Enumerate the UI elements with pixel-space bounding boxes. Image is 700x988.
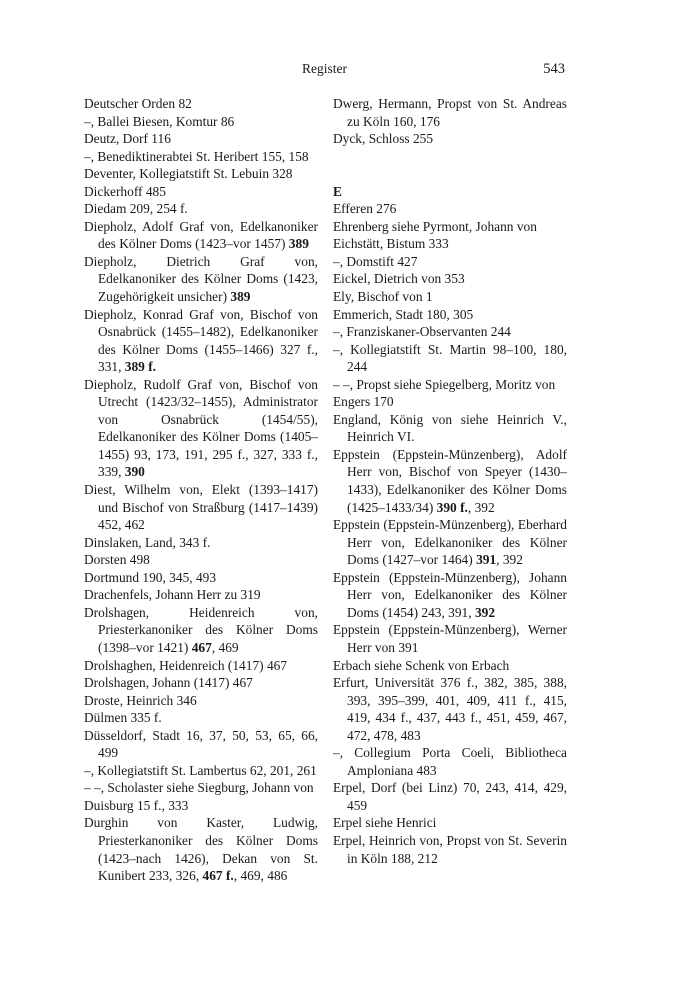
entry-text: Ehrenberg siehe Pyrmont, Johann von [333, 218, 537, 234]
entry-text: Duisburg 15 f., 333 [84, 797, 189, 813]
index-entry [84, 586, 318, 604]
index-entry [84, 130, 318, 148]
entry-text: Deutscher Orden 82 [84, 96, 192, 111]
entry-text: Diepholz, Dietrich Graf von, Edelkanoniker des Kölner Doms (1423, Zugehörigkeit unsicher) [84, 253, 318, 305]
entry-text: –, Ballei Biesen, Komtur 86 [84, 113, 235, 129]
index-entry [84, 376, 318, 481]
index-entry [333, 832, 567, 867]
index-entry [84, 534, 318, 552]
entry-main-reference: 389 [230, 289, 251, 305]
entry-main-reference: 467 f. [202, 868, 234, 884]
index-entry [333, 323, 567, 341]
entry-text: Diest, Wilhelm von, Elekt (1393–1417) und Bischof von Straßburg (1417–1439) 452, 462 [84, 482, 318, 533]
entry-text: Drolshaghen, Heidenreich (1417) 467 [84, 657, 288, 673]
entry-text: – –, Propst siehe Spiegelberg, Moritz von [333, 376, 556, 392]
index-entry [333, 306, 567, 324]
entry-main-reference: 390 [124, 464, 145, 480]
entry-text: Ely, Bischof von 1 [333, 289, 433, 305]
entry-text: Deutz, Dorf 116 [84, 131, 171, 147]
entry-text: Drolshagen, Heidenreich von, Priesterkanoniker des Kölner Doms (1398–vor 1421) [84, 604, 318, 655]
entry-text: Dortmund 190, 345, 493 [84, 569, 217, 585]
entry-text: Erpel, Dorf (bei Linz) 70, 243, 414, 429, 459 [333, 780, 567, 813]
index-entry [84, 306, 318, 376]
index-entry [84, 762, 318, 780]
entry-main-reference: 390 f. [436, 499, 468, 515]
index-column-right [333, 95, 567, 867]
entry-text: Dorsten 498 [84, 552, 150, 568]
index-entry [84, 113, 318, 131]
index-entry [84, 551, 318, 569]
index-entry [84, 481, 318, 534]
running-title: Register [302, 61, 347, 76]
entry-text: Eppstein (Eppstein-Münzenberg), Eberhard Herr von, Edelkanoniker des Kölner Doms (1427–vor 1464) [333, 517, 567, 568]
index-entry [333, 657, 567, 675]
index-column-left [84, 95, 318, 885]
index-entry [333, 288, 567, 306]
entry-text: –, Kollegiatstift St. Martin 98–100, 180, 244 [333, 341, 567, 375]
entry-text: Dickerhoff 485 [84, 183, 166, 199]
entry-text: – –, Scholaster siehe Siegburg, Johann von [84, 780, 314, 796]
entry-text: Efferen 276 [333, 201, 397, 217]
index-entry [84, 692, 318, 710]
index-entry [84, 165, 318, 183]
index-entries-d-continued [333, 95, 567, 148]
entry-main-reference: 389 [288, 236, 309, 252]
entry-text: –, Benediktinerabtei St. Heribert 155, 158 [84, 148, 309, 164]
entry-text: Düsseldorf, Stadt 16, 37, 50, 53, 65, 66, 499 [84, 727, 318, 761]
entry-text: Diedam 209, 254 f. [84, 201, 188, 217]
entry-text: Erpel siehe Henrici [333, 815, 437, 831]
index-entry [333, 253, 567, 271]
entry-text: Droste, Heinrich 346 [84, 692, 197, 708]
entry-text: Diepholz, Rudolf Graf von, Bischof von Utrecht (1423/32–1455), Administrator von Osnabrück (1454/55), Edelkanoniker des Kölner Doms (1405–1455) 93, 173, 191, 295 f., 327, 333 f., 339, [84, 376, 318, 480]
index-entry [84, 148, 318, 166]
entry-text: Eppstein (Eppstein-Münzenberg), Adolf Herr von, Bischof von Speyer (1430–1433), Edelkanoniker des Kölner Doms (1425–1433/34) [333, 446, 567, 515]
index-entry [84, 779, 318, 797]
entry-text: Dinslaken, Land, 343 f. [84, 534, 211, 550]
index-entry [84, 218, 318, 253]
index-entry [84, 253, 318, 306]
index-entry [333, 744, 567, 779]
entry-text: Eppstein (Eppstein-Münzenberg), Johann Herr von, Edelkanoniker des Kölner Doms (1454) 243, 391, [333, 569, 567, 620]
index-entry [333, 621, 567, 656]
index-entry [333, 270, 567, 288]
entry-main-reference: 389 f. [124, 359, 157, 375]
index-entry [84, 604, 318, 657]
index-entry [333, 130, 567, 148]
index-entry [333, 779, 567, 814]
index-entry [333, 376, 567, 394]
entry-main-reference: 467 [191, 639, 212, 655]
index-entry [84, 674, 318, 692]
entry-text: Erbach siehe Schenk von Erbach [333, 657, 510, 673]
running-header [84, 61, 565, 81]
entry-text: Dwerg, Hermann, Propst von St. Andreas zu Köln 160, 176 [333, 96, 567, 129]
entry-text: Eickel, Dietrich von 353 [333, 271, 465, 287]
index-entry [333, 218, 567, 236]
section-gap [333, 148, 567, 183]
entry-text: Drolshagen, Johann (1417) 467 [84, 675, 253, 691]
index-entry [84, 727, 318, 762]
entry-text: Drachenfels, Johann Herr zu 319 [84, 587, 261, 603]
index-entry [84, 200, 318, 218]
section-letter-heading: E [333, 183, 342, 199]
entry-text-after: , 392 [496, 552, 523, 568]
index-entry [84, 569, 318, 587]
index-entry [84, 709, 318, 727]
entry-main-reference: 391 [476, 552, 497, 568]
index-entry [84, 797, 318, 815]
entry-text: Dyck, Schloss 255 [333, 131, 434, 147]
entry-text-after: , 392 [467, 499, 495, 515]
entry-text: Erpel, Heinrich von, Propst von St. Severin in Köln 188, 212 [333, 832, 567, 866]
page-number: 543 [543, 61, 565, 77]
entry-main-reference: 392 [474, 604, 496, 620]
entry-text: –, Collegium Porta Coeli, Bibliotheca Amploniana 483 [333, 745, 567, 778]
entry-text: Engers 170 [333, 394, 394, 410]
index-entries-e [333, 200, 567, 867]
index-entry [333, 200, 567, 218]
entry-text: Deventer, Kollegiatstift St. Lebuin 328 [84, 166, 293, 182]
index-entry [333, 814, 567, 832]
entry-text: Diepholz, Konrad Graf von, Bischof von Osnabrück (1455–1482), Edelkanoniker des Kölner Doms (1455–1466) 327 f., 331, [84, 306, 318, 375]
entry-text: Erfurt, Universität 376 f., 382, 385, 388, 393, 395–399, 401, 409, 411 f., 415, 419, 434 f., 437, 443 f., 451, 459, 467, 472, 478, 483 [333, 675, 567, 743]
index-entry [333, 446, 567, 516]
entry-text-after: , 469 [211, 639, 239, 655]
entry-text: Diepholz, Adolf Graf von, Edelkanoniker des Kölner Doms (1423–vor 1457) [84, 218, 318, 252]
entry-text-after: , 469, 486 [233, 868, 288, 884]
entry-text: England, König von siehe Heinrich V., Heinrich VI. [333, 411, 567, 445]
index-entry [333, 674, 567, 744]
entry-text: Durghin von Kaster, Ludwig, Priesterkanoniker des Kölner Doms (1423–nach 1426), Dekan von St. Kunibert 233, 326, [84, 815, 318, 884]
index-entry [333, 411, 567, 446]
index-entry [84, 95, 318, 113]
entry-text: Eppstein (Eppstein-Münzenberg), Werner Herr von 391 [333, 622, 567, 655]
index-entry [84, 657, 318, 675]
index-entry [333, 95, 567, 130]
entry-text: –, Franziskaner-Observanten 244 [333, 324, 511, 340]
entry-text: Emmerich, Stadt 180, 305 [333, 306, 474, 322]
entry-text: –, Kollegiatstift St. Lambertus 62, 201, 261 [84, 762, 317, 778]
entry-text: –, Domstift 427 [333, 253, 418, 269]
entry-text: Dülmen 335 f. [84, 710, 162, 726]
index-entry [333, 393, 567, 411]
index-entry [333, 235, 567, 253]
index-entry [333, 341, 567, 376]
index-entry [84, 183, 318, 201]
index-entry [333, 569, 567, 622]
entry-text: Eichstätt, Bistum 333 [333, 236, 449, 252]
index-entry [333, 516, 567, 569]
index-entry [84, 814, 318, 884]
